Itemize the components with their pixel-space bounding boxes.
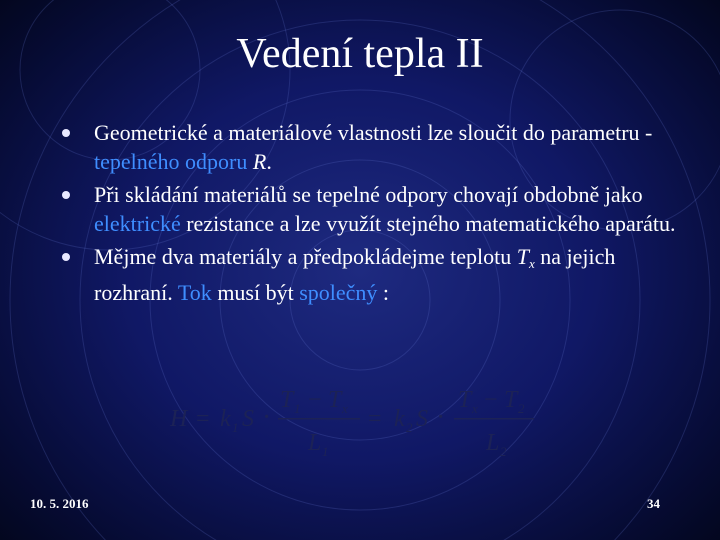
formula-Tx: T xyxy=(458,387,472,413)
formula-k1: k xyxy=(220,406,231,432)
bullet-icon xyxy=(62,191,70,199)
heat-flux-formula xyxy=(168,380,548,460)
formula-Tx-sub: x xyxy=(342,401,348,416)
bullet-text: musí být xyxy=(211,280,300,305)
bullet-text: na jejich rozhraní. xyxy=(94,244,616,305)
formula-dot: · xyxy=(436,402,446,433)
footer-date: 10. 5. 2016 xyxy=(30,496,89,511)
formula-fraction-bar xyxy=(454,418,534,420)
bullet-text: . xyxy=(266,149,272,174)
formula-k1-sub: 1 xyxy=(232,420,239,435)
formula-minus: − xyxy=(308,387,322,413)
bullet-text: Geometrické a materiálové vlastnosti lze sloučit do parametru - xyxy=(94,120,653,145)
formula-L1-sub: 1 xyxy=(322,444,329,459)
formula-T2-sub: 2 xyxy=(518,401,525,416)
formula-S: S xyxy=(242,406,254,432)
bullet-item xyxy=(62,180,682,238)
formula-equals: = xyxy=(196,406,210,432)
bullet-icon xyxy=(62,129,70,137)
formula-minus: − xyxy=(484,387,498,413)
page-number: 34 xyxy=(647,496,660,511)
variable: T xyxy=(516,244,529,269)
highlight-term: společný xyxy=(299,280,378,305)
bullet-text: Mějme dva materiály a předpokládejme teplotu xyxy=(94,244,517,269)
formula-L2: L xyxy=(486,430,500,456)
variable: R xyxy=(252,149,267,174)
bullet-icon xyxy=(62,253,70,261)
bullet-text: rezistance a lze využít stejného matematického aparátu. xyxy=(180,211,676,236)
formula-T1-sub: 1 xyxy=(294,401,301,416)
formula-L2-sub: 2 xyxy=(500,444,507,459)
highlight-term: elektrické xyxy=(94,211,181,236)
bullet-item xyxy=(62,118,682,176)
highlight-term: tepelného odporu xyxy=(94,149,248,174)
formula-Tx: T xyxy=(328,387,342,413)
bullet-item xyxy=(62,242,682,307)
formula-T1: T xyxy=(280,387,294,413)
formula-equals: = xyxy=(368,406,382,432)
bullet-list xyxy=(62,118,682,311)
variable-subscript: x xyxy=(529,256,535,271)
formula-T2: T xyxy=(504,387,518,413)
formula-Tx-sub: x xyxy=(472,401,478,416)
highlight-term: Tok xyxy=(177,280,212,305)
slide-title: Vedení tepla II xyxy=(236,31,484,77)
bullet-text: : xyxy=(377,280,390,305)
formula-k2: k xyxy=(394,406,405,432)
formula-S: S xyxy=(416,406,428,432)
formula-fraction-bar xyxy=(278,418,360,420)
formula-k2-sub: 2 xyxy=(406,420,413,435)
formula-dot: · xyxy=(262,402,272,433)
formula-L1: L xyxy=(308,430,322,456)
bullet-text: Při skládání materiálů se tepelné odpory chovají obdobně jako xyxy=(94,182,643,207)
formula-H: H xyxy=(170,406,188,432)
